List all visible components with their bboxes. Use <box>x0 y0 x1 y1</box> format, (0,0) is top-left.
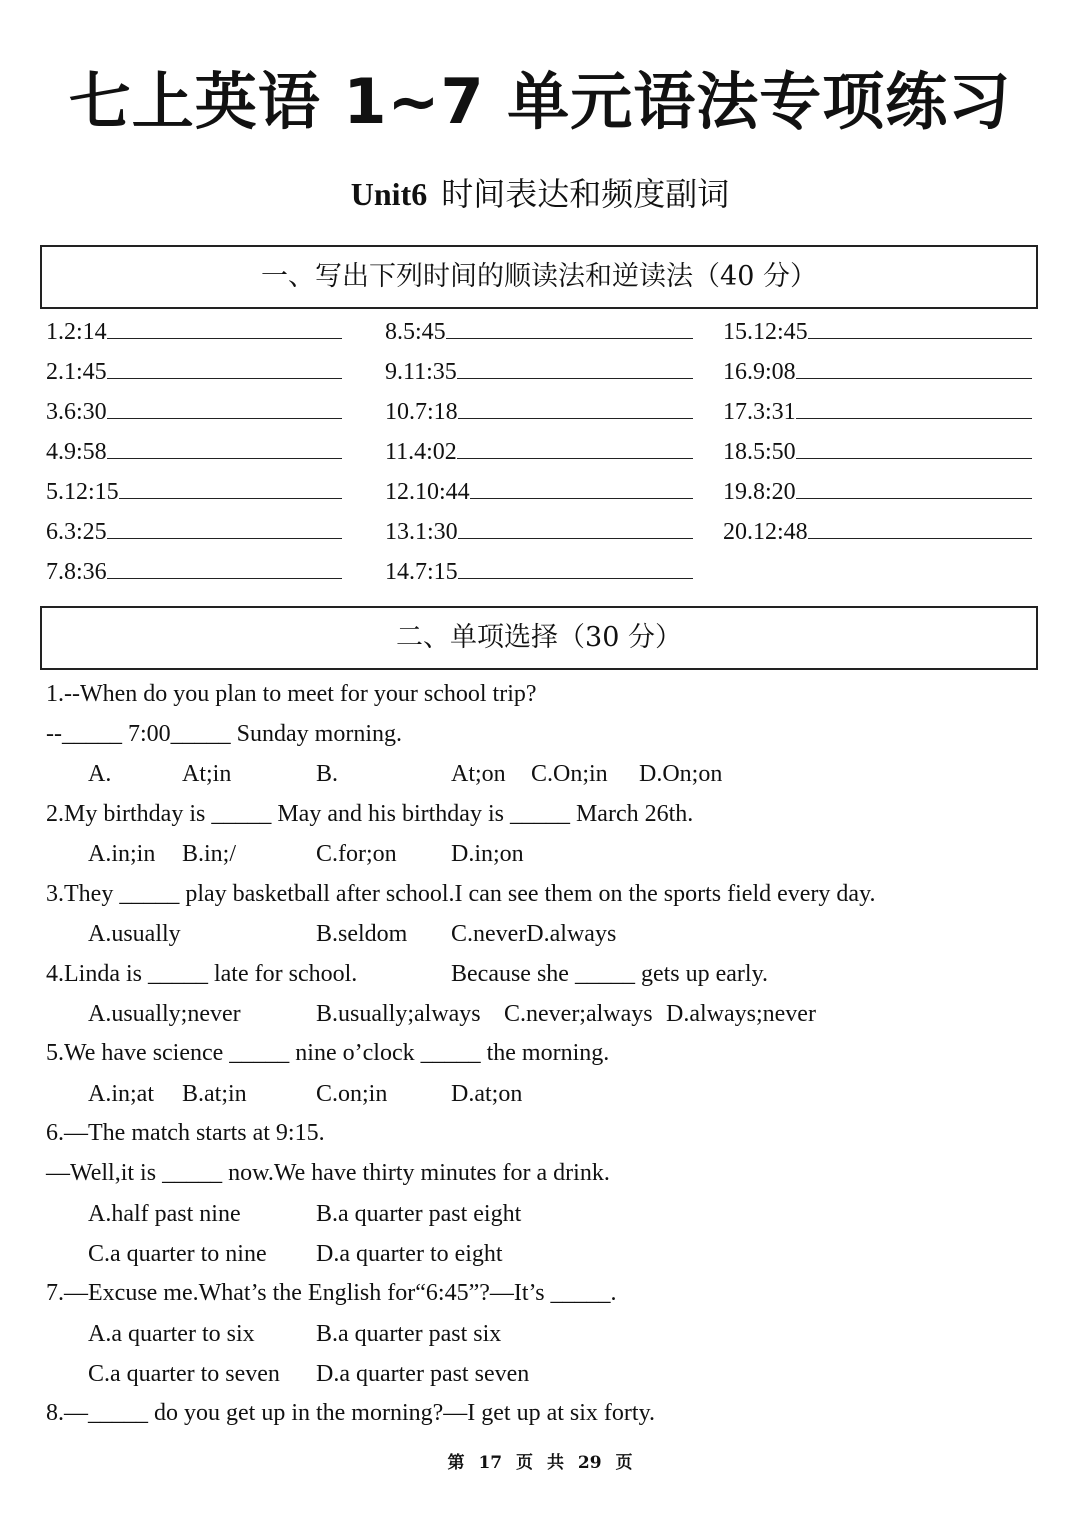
unit-label: Unit6 <box>350 176 428 212</box>
answer-blank[interactable] <box>457 432 693 459</box>
time-item-label: 8.5:45 <box>385 319 446 345</box>
answer-blank[interactable] <box>458 552 693 579</box>
q2-option-d: D.in;on <box>451 841 524 867</box>
q1-option-b-text: At;on <box>451 761 506 787</box>
q1-option-a-text: At;in <box>182 761 232 787</box>
time-item-label: 6.3:25 <box>46 519 107 545</box>
time-item <box>46 552 342 592</box>
answer-blank[interactable] <box>107 352 342 379</box>
question-1-stem: 1.--When do you plan to meet for your school trip? <box>46 681 537 707</box>
q7-option-c: C.a quarter to seven <box>88 1361 280 1387</box>
time-item <box>385 552 693 592</box>
time-item <box>46 472 342 512</box>
time-item <box>385 392 693 432</box>
q3-option-a: A.usually <box>88 921 181 947</box>
time-item-label: 3.6:30 <box>46 399 107 425</box>
unit-topic: 时间表达和频度副词 <box>441 175 730 213</box>
q5-option-c: C.on;in <box>316 1081 388 1107</box>
time-item-label: 13.1:30 <box>385 519 458 545</box>
answer-blank[interactable] <box>107 432 342 459</box>
time-item <box>723 392 1032 432</box>
time-item-label: 19.8:20 <box>723 479 796 505</box>
time-item <box>46 432 342 472</box>
q5-option-b: B.at;in <box>182 1081 247 1107</box>
answer-blank[interactable] <box>458 512 693 539</box>
question-4-stem-2: Because she _____ gets up early. <box>451 961 769 987</box>
time-item-label: 2.1:45 <box>46 359 107 385</box>
time-item-label: 10.7:18 <box>385 399 458 425</box>
q7-option-a: A.a quarter to six <box>88 1321 255 1347</box>
time-item-label: 18.5:50 <box>723 439 796 465</box>
time-item-label: 5.12:15 <box>46 479 119 505</box>
question-3-stem: 3.They _____ play basketball after school.I can see them on the sports field every day. <box>46 881 876 907</box>
q4-option-a: A.usually;never <box>88 1001 241 1027</box>
q7-option-b: B.a quarter past six <box>316 1321 502 1347</box>
q2-option-c: C.for;on <box>316 841 397 867</box>
time-item <box>723 512 1032 552</box>
answer-blank[interactable] <box>107 392 342 419</box>
time-item <box>385 312 693 352</box>
q4-option-b: B.usually;always <box>316 1001 481 1027</box>
question-5-stem: 5.We have science _____ nine o’clock _____ the morning. <box>46 1040 610 1066</box>
question-6-stem: 6.—The match starts at 9:15. <box>46 1120 325 1146</box>
time-item-label: 20.12:48 <box>723 519 808 545</box>
page-title: 七上英语 1~7 单元语法专项练习 <box>68 65 1012 138</box>
time-item <box>46 352 342 392</box>
question-7-stem: 7.—Excuse me.What’s the English for“6:45”?—It’s _____. <box>46 1280 617 1306</box>
unit-subtitle <box>0 172 1080 216</box>
q6-option-b: B.a quarter past eight <box>316 1201 522 1227</box>
q1-option-a-label: A. <box>88 761 112 787</box>
time-item <box>385 472 693 512</box>
answer-blank[interactable] <box>796 352 1032 379</box>
time-item-label: 14.7:15 <box>385 559 458 585</box>
answer-blank[interactable] <box>107 312 342 339</box>
answer-blank[interactable] <box>796 432 1032 459</box>
page-footer: 第 17 页 共 29 页 <box>447 1453 633 1473</box>
time-item <box>46 512 342 552</box>
q1-option-d: D.On;on <box>639 761 723 787</box>
time-item <box>723 432 1032 472</box>
time-item-label: 12.10:44 <box>385 479 470 505</box>
time-item-label: 15.12:45 <box>723 319 808 345</box>
answer-blank[interactable] <box>107 512 342 539</box>
time-item <box>385 512 693 552</box>
q5-option-d: D.at;on <box>451 1081 523 1107</box>
time-item-label: 17.3:31 <box>723 399 796 425</box>
q1-option-b-label: B. <box>316 761 339 787</box>
answer-blank[interactable] <box>808 512 1032 539</box>
section1-heading: 一、写出下列时间的顺读法和逆读法（40 分） <box>40 245 1038 309</box>
answer-blank[interactable] <box>457 352 693 379</box>
answer-blank[interactable] <box>470 472 693 499</box>
time-item <box>723 352 1032 392</box>
q4-option-c: C.never;always <box>504 1001 653 1027</box>
time-item-label: 16.9:08 <box>723 359 796 385</box>
question-4-stem: 4.Linda is _____ late for school. <box>46 961 358 987</box>
answer-blank[interactable] <box>107 552 342 579</box>
q2-option-a: A.in;in <box>88 841 156 867</box>
time-item <box>46 312 342 352</box>
answer-blank[interactable] <box>796 392 1032 419</box>
time-item-label: 1.2:14 <box>46 319 107 345</box>
q1-option-c: C.On;in <box>531 761 608 787</box>
q6-option-c: C.a quarter to nine <box>88 1241 267 1267</box>
q6-option-d: D.a quarter to eight <box>316 1241 503 1267</box>
time-item <box>385 432 693 472</box>
section2-heading: 二、单项选择（30 分） <box>40 606 1038 670</box>
time-item <box>723 312 1032 352</box>
time-item <box>385 352 693 392</box>
q2-option-b: B.in;/ <box>182 841 237 867</box>
answer-blank[interactable] <box>796 472 1032 499</box>
q3-option-cd: C.neverD.always <box>451 921 617 947</box>
q4-option-d: D.always;never <box>666 1001 816 1027</box>
answer-blank[interactable] <box>119 472 342 499</box>
answer-blank[interactable] <box>446 312 693 339</box>
time-item-label: 9.11:35 <box>385 359 457 385</box>
time-item <box>46 392 342 432</box>
question-8-stem: 8.—_____ do you get up in the morning?—I get up at six forty. <box>46 1400 656 1426</box>
q7-option-d: D.a quarter past seven <box>316 1361 530 1387</box>
time-item <box>723 472 1032 512</box>
answer-blank[interactable] <box>808 312 1032 339</box>
question-2-stem: 2.My birthday is _____ May and his birthday is _____ March 26th. <box>46 801 694 827</box>
time-item-label: 7.8:36 <box>46 559 107 585</box>
q6-option-a: A.half past nine <box>88 1201 241 1227</box>
q3-option-b: B.seldom <box>316 921 408 947</box>
q5-option-a: A.in;at <box>88 1081 154 1107</box>
time-item-label: 11.4:02 <box>385 439 457 465</box>
question-6-stem-2: —Well,it is _____ now.We have thirty minutes for a drink. <box>46 1160 610 1186</box>
question-1-stem-2: --_____ 7:00_____ Sunday morning. <box>46 721 402 747</box>
time-item-label: 4.9:58 <box>46 439 107 465</box>
answer-blank[interactable] <box>458 392 693 419</box>
